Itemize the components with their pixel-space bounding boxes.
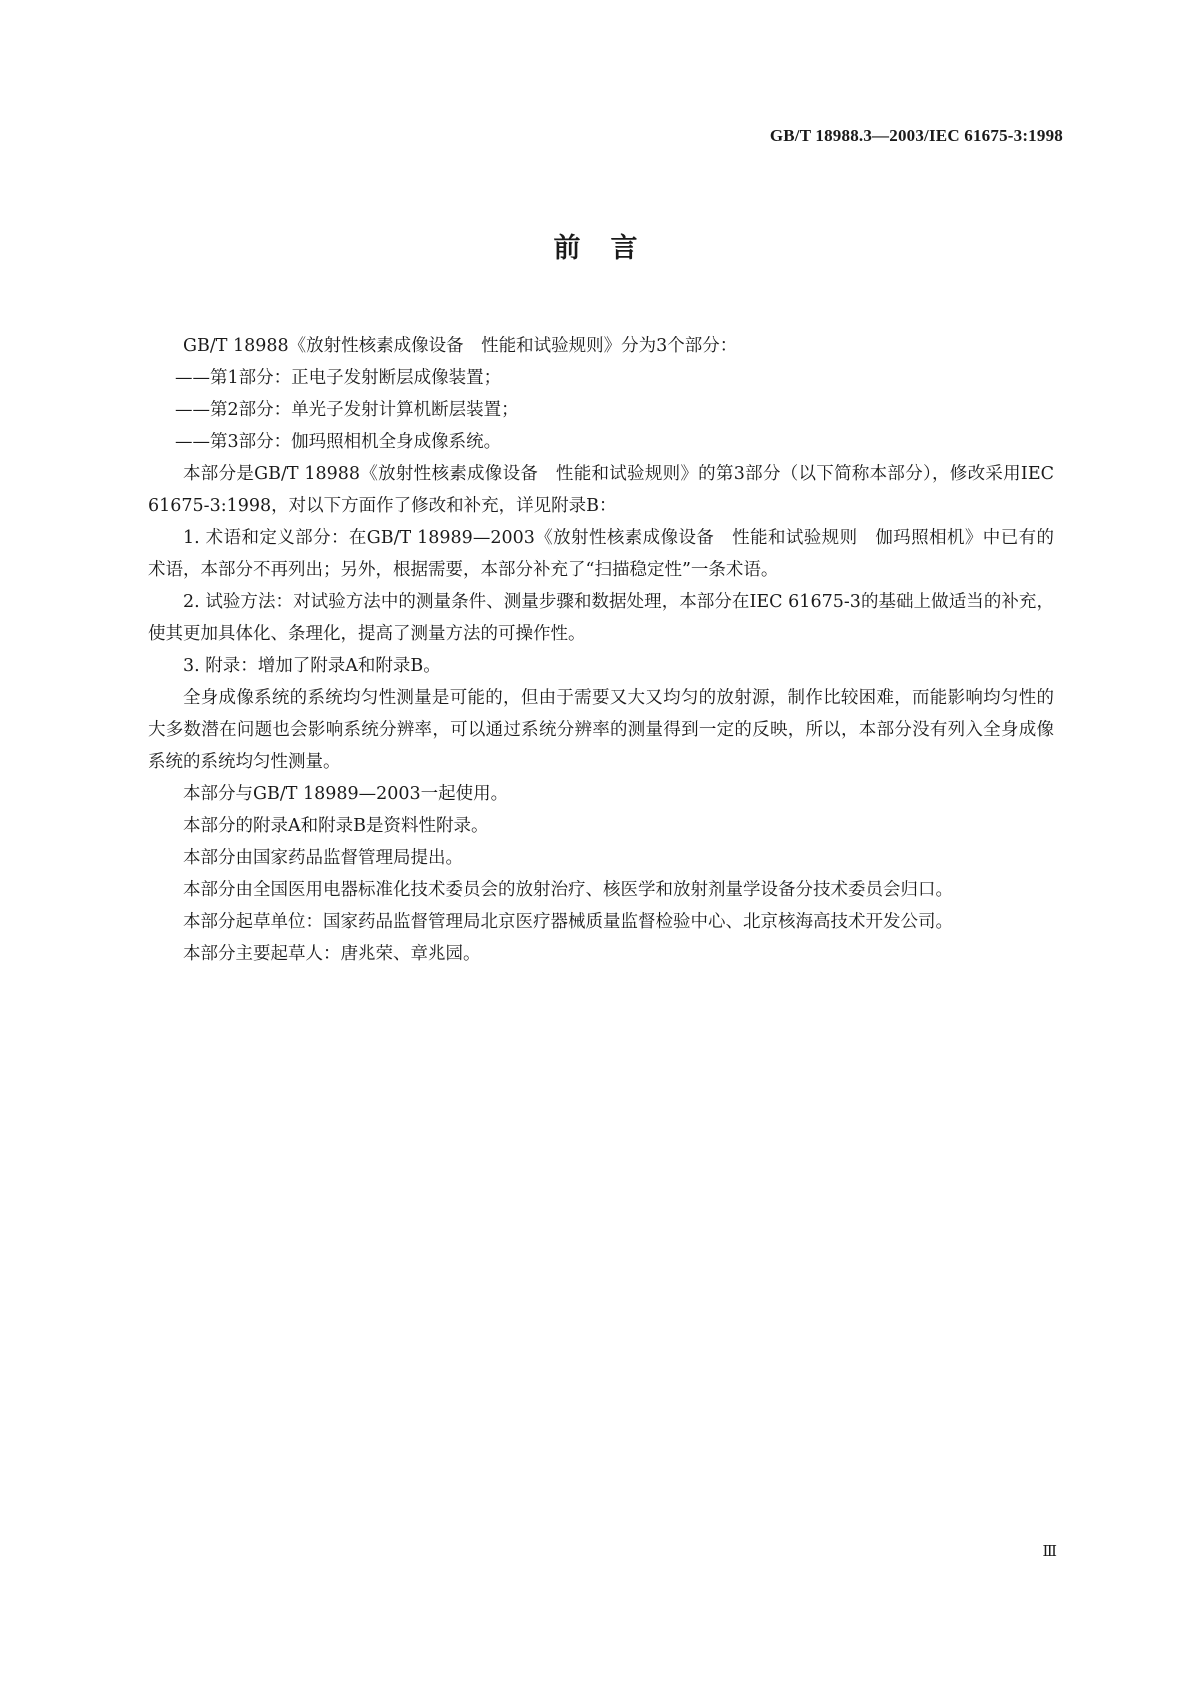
page-number: Ⅲ [1042, 1544, 1057, 1560]
page-title: 前言 [553, 233, 668, 264]
paragraph-parts-intro: GB/T 18988《放射性核素成像设备 性能和试验规则》分为3个部分： [183, 336, 738, 356]
paragraph-modification-intro: 本部分是GB/T 18988《放射性核素成像设备 性能和试验规则》的第3部分（以下简称本部分），修改采用IEC 61675-3:1998，对以下方面作了修改和补充，详见附录B： [148, 464, 1054, 516]
paragraph-annex-type: 本部分的附录A和附录B是资料性附录。 [183, 816, 489, 836]
paragraph-annexes: 3. 附录：增加了附录A和附录B。 [183, 656, 441, 676]
paragraph-drafters: 本部分主要起草人：唐兆荣、章兆园。 [183, 944, 481, 964]
paragraph-usage: 本部分与GB/T 18989—2003一起使用。 [183, 784, 509, 804]
paragraph-terms: 1. 术语和定义部分：在GB/T 18989—2003《放射性核素成像设备 性能和试验规则 伽玛照相机》中已有的术语，本部分不再列出；另外，根据需要，本部分补充了“扫描稳定性”一条术语。 [148, 528, 1054, 580]
list-item-part-1: ——第1部分：正电子发射断层成像装置； [175, 368, 502, 388]
standard-code: GB/T 18988.3—2003/IEC 61675-3:1998 [769, 126, 1063, 145]
foreword-body [148, 330, 1054, 970]
list-item-part-3: ——第3部分：伽玛照相机全身成像系统。 [175, 432, 502, 452]
paragraph-proposer: 本部分由国家药品监督管理局提出。 [183, 848, 463, 868]
paragraph-uniformity: 全身成像系统的系统均匀性测量是可能的，但由于需要又大又均匀的放射源，制作比较困难，而能影响均匀性的大多数潜在问题也会影响系统分辨率，可以通过系统分辨率的测量得到一定的反映，所以，本部分没有列入全身成像系统的系统均匀性测量。 [148, 688, 1054, 772]
list-item-part-2: ——第2部分：单光子发射计算机断层装置； [175, 400, 519, 420]
paragraph-test-methods: 2. 试验方法：对试验方法中的测量条件、测量步骤和数据处理，本部分在IEC 61675-3的基础上做适当的补充，使其更加具体化、条理化，提高了测量方法的可操作性。 [148, 592, 1054, 644]
paragraph-committee: 本部分由全国医用电器标准化技术委员会的放射治疗、核医学和放射剂量学设备分技术委员会归口。 [183, 880, 953, 900]
paragraph-drafting-units: 本部分起草单位：国家药品监督管理局北京医疗器械质量监督检验中心、北京核海高技术开发公司。 [183, 912, 953, 932]
